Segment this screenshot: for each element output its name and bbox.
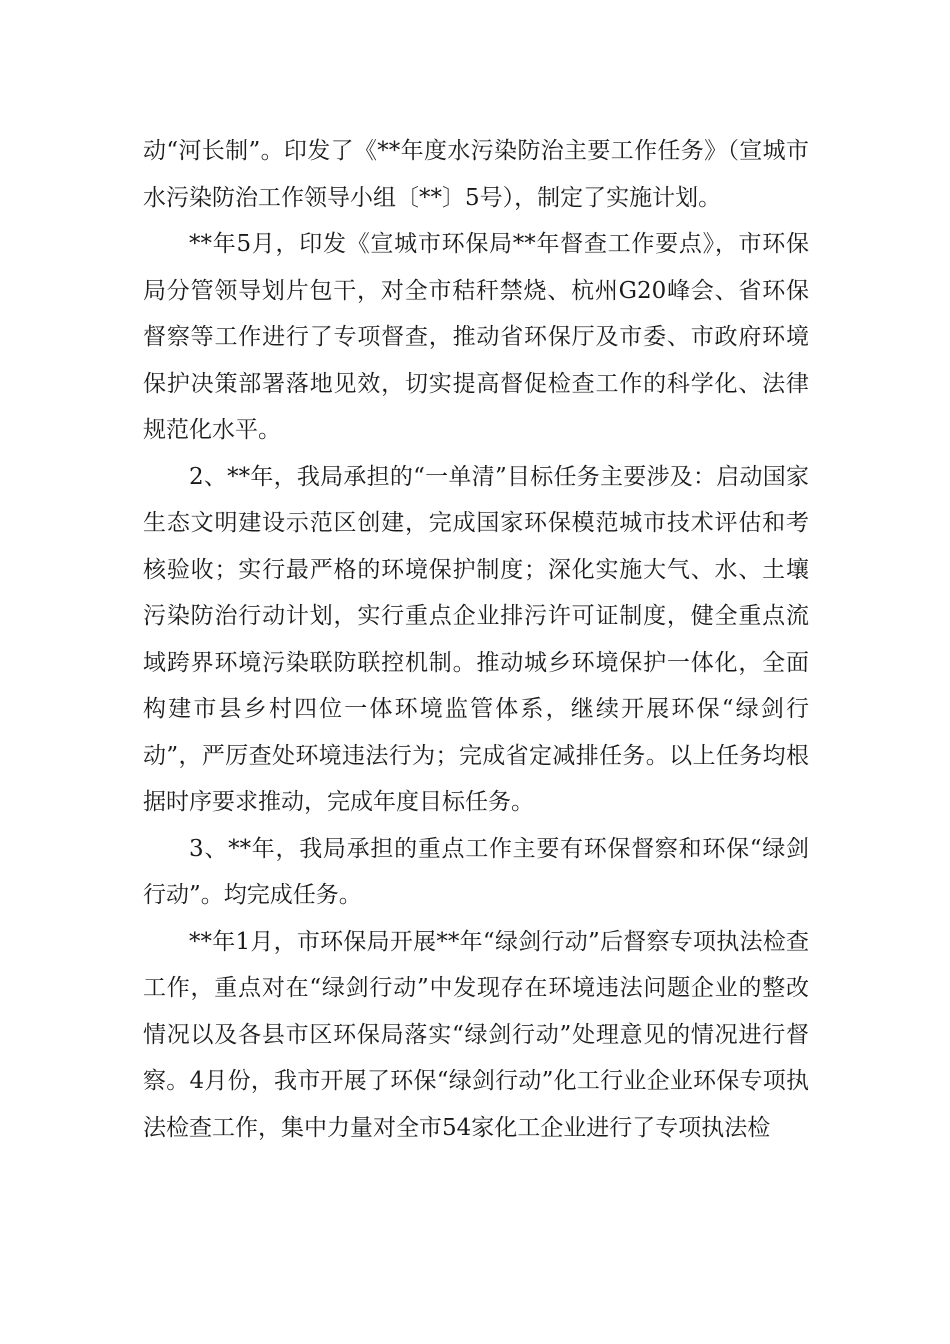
paragraph-river-chief: 动“河长制”。印发了《**年度水污染防治主要工作任务》（宣城市水污染防治工作领导小组〔**〕5号），制定了实施计划。 xyxy=(143,138,809,211)
paragraph-green-sword: **年1月，市环保局开展**年“绿剑行动”后督察专项执法检查工作，重点对在“绿剑行动”中发现存在环境违法问题企业的整改情况以及各县市区环保局落实“绿剑行动”处理意见的情况进行督察。4月份，我市开展了环保“绿剑行动”化工行业企业环保专项执法检查工作，集中力量对全市54家化工企业进行了专项执法检 xyxy=(143,928,809,1141)
paragraph-key-work: 3、**年，我局承担的重点工作主要有环保督察和环保“绿剑行动”。均完成任务。 xyxy=(143,835,809,908)
paragraph-target-tasks: 2、**年，我局承担的“一单清”目标任务主要涉及：启动国家生态文明建设示范区创建，完成国家环保模范城市技术评估和考核验收；实行最严格的环境保护制度；深化实施大气、水、土壤污染防治行动计划，实行重点企业排污许可证制度，健全重点流域跨界环境污染联防联控机制。推动城乡环境保护一体化，全面构建市县乡村四位一体环境监管体系，继续开展环保“绿剑行动”，严厉查处环境违法行为；完成省定减排任务。以上任务均根据时序要求推动，完成年度目标任务。 xyxy=(143,463,809,815)
paragraph-inspection-points: **年5月，印发《宣城市环保局**年督查工作要点》，市环保局分管领导划片包干，对全市秸秆禁烧、杭州G20峰会、省环保督察等工作进行了专项督查，推动省环保厅及市委、市政府环境保护决策部署落地见效，切实提高督促检查工作的科学化、法律规范化水平。 xyxy=(143,231,809,443)
document-body xyxy=(143,128,809,1151)
